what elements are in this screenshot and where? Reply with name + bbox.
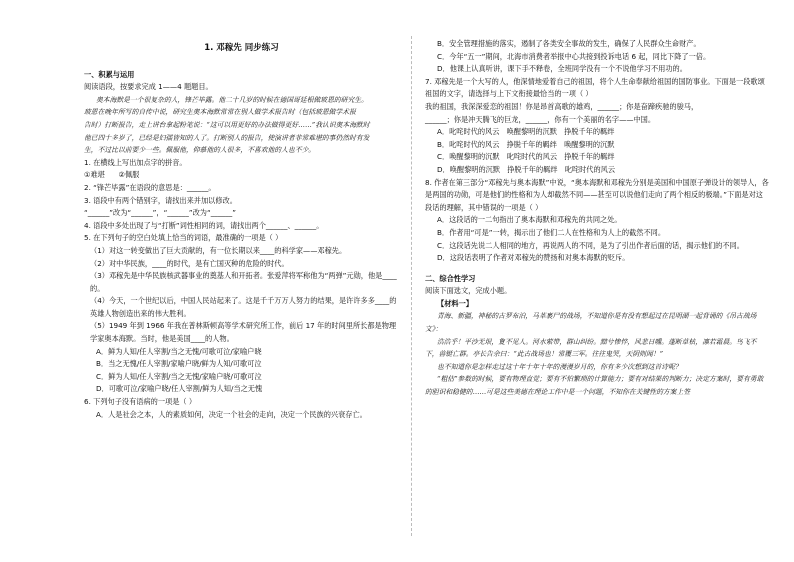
- q5-item: （4）今天，一个世纪以后，中国人民站起来了。这是千千万万人努力的结果，是许许多多____的英雄人物创造出来的伟大胜利。: [90, 296, 397, 318]
- question-3-blank: “______”改为“______”，“______”改为“______”: [84, 208, 236, 218]
- material-paragraph: 浩浩乎！平沙无垠，夐不见人。河水萦带，群山纠纷。黯兮惨悴，风悲日曛。蓬断草枯，凛若霜晨。鸟飞不下，兽铤亡群。亭长告余曰：“此古战场也！常覆三军。往往鬼哭，天阴则闻！”: [425, 337, 757, 359]
- question-6: 6. 下列句子没有语病的一项是（ ）: [84, 397, 197, 407]
- q7-option: D．唤醒黎明的沉默 挣脱千年的羁绊 叱咤时代的风云: [437, 164, 616, 174]
- reading-intro: 阅读语段，按要求完成 1——4 题题目。: [84, 82, 213, 92]
- page-title: 1. 邓稼先 同步练习: [204, 43, 279, 53]
- q8-option: A．这段话的一二句指出了奥本海默和邓稼先的共同之处。: [437, 215, 622, 225]
- question-3: 3. 语段中有两个错别字，请找出来并加以修改。: [84, 195, 237, 205]
- q7-text: 我的祖国，我深深爱恋的祖国！你是昂首高歌的雄鸡，______；你是奋蹄疾驰的骏马，: [425, 101, 699, 111]
- q1-item: ①难堪: [84, 170, 105, 180]
- q6-option: B．安全管理措施的落实，遏制了各类安全事故的发生，确保了人民群众生命财产。: [437, 39, 701, 48]
- q5-option: C．鲜为人知/任人宰割/当之无愧/家喻户晓/可歌可泣: [96, 371, 262, 381]
- passage-line: 告时）打断报告，走上讲台拿起粉笔说：“这可以用更好的办法做得更好……”我认识奥本海默时: [84, 120, 370, 129]
- passage-line: 生，不过比以前要少一些。佩服他，仰慕他的人很多，不喜欢他的人也不少。: [84, 146, 316, 155]
- q5-item: （3）邓稼先是中华民族核武器事业的奠基人和开拓者。张爱萍将军称他为“两弹”元勋，他是____的。: [90, 271, 397, 293]
- reading-passage: [84, 94, 399, 157]
- question-1: 1. 在横线上写出加点字的拼音。: [84, 157, 187, 167]
- q6-option: A．人是社会之本，人的素质如何，决定一个社会的走向，决定一个民族的兴衰存亡。: [96, 409, 367, 419]
- question-2: 2. “锋芒毕露”在语段的意思是：______。: [84, 182, 216, 192]
- q6-option: C．今年“五一”期间，北海市消费者举报中心共接到投诉电话 6 起，同比下降了一倍。: [437, 51, 711, 61]
- passage-line: 奥本海默是一个很复杂的人，锋芒毕露。他二十几岁的时候在德国哥廷根做玻恩的研究生。: [96, 95, 368, 104]
- question-8: 8. 作者在第三部分“邓稼先与奥本海默”中说，“奥本海默和邓稼先分别是美国和中国原子弹设计的领导人，各是两国的功勋，可是他们的性格和为人却截然不同——甚至可以说他们走向了两个相反的极端。”下面是对这段话的理解，其中错误的一项是（ ）: [425, 177, 769, 212]
- material-paragraph: 青海、新疆，神秘的古罗布泊，马革裹尸的战场，不知道你是有没有想起过在昆明湖一起背诵的《吊古战场文》：: [425, 312, 757, 334]
- material-paragraph: “粗估”参数的时候，要有物理直觉；要有不怕繁琐的计算能力；要有对结果的判断力；决定方案时，要有勇敢的胆识和稳健的……可是这些美德在理论工作中是一个问题，不知你在关键性的方案上签: [425, 375, 764, 397]
- column-divider: [411, 36, 412, 536]
- material-label: 【材料一】: [437, 298, 473, 308]
- q8-option: D．这段话表明了作者对邓稼先的赞扬和对奥本海默的贬斥。: [437, 253, 630, 263]
- q5-item: （5）1949 年到 1966 年我在普林斯顿高等学术研究所工作，前后 17 年的时间里所长都是物理学家奥本海默。当时，他是美国____的人物。: [90, 321, 397, 344]
- q5-item: （1）对这一转变做出了巨大贡献的，有一位长期以来____的科学家——邓稼先。: [90, 245, 347, 255]
- reading-intro-2: 阅读下面选文，完成小题。: [425, 286, 512, 296]
- q7-option: A．叱咤时代的风云 唤醒黎明的沉默 挣脱千年的羁绊: [437, 127, 615, 137]
- q8-option: C．这段话先说二人相同的地方，再说两人的不同，是为了引出作者后面的话，揭示他们的不同。: [437, 240, 744, 250]
- q7-text: ______；你是冲天腾飞的巨龙，______，你有一个美丽的名字——中国。: [425, 114, 656, 124]
- question-4: 4. 语段中多处出现了与“打断”词性相同的词，请找出两个______、______。: [84, 220, 324, 230]
- q5-option: B．当之无愧/任人宰割/家喻户晓/鲜为人知/可歌可泣: [96, 359, 262, 369]
- passage-line: 玻恩在晚年所写的自传中说，研究生奥本海默常常在别人做学术报告时（包括玻恩做学术报: [84, 108, 356, 117]
- q7-option: C．唤醒黎明的沉默 叱咤时代的风云 挣脱千年的羁绊: [437, 152, 615, 162]
- right-column: [425, 38, 770, 399]
- q5-option: D．可歌可泣/家喻户晓/任人宰割/鲜为人知/当之无愧: [96, 384, 263, 394]
- question-5: 5. 在下列句子的空白处填上恰当的词语，最准确的一项是（ ）: [84, 233, 283, 243]
- question-1-items: [84, 169, 399, 182]
- material-paragraph: 也不知道你是怎样走过这十年十年十年的漫漫岁月的，你有多少次想到这首诗呢？: [437, 362, 682, 371]
- section-heading-2: 二、综合性学习: [425, 273, 476, 283]
- question-7: 7. 邓稼先是一个大写的人，他深情地爱着自己的祖国，将个人生命奉献给祖国的国防事业。下面是一段歌颂祖国的文字，请选择与上下文衔接最恰当的一项（ ）: [425, 76, 765, 99]
- left-column: [84, 38, 399, 421]
- passage-line: 他已四十多岁了，已经是妇孺皆知的人了。打断别人的报告，使演讲者非常难堪的事仍然时有发: [84, 133, 370, 142]
- q1-item: ②佩服: [118, 170, 140, 180]
- q5-option: A．鲜为人知/任人宰割/当之无愧/可歌可泣/家喻户晓: [96, 346, 262, 356]
- section-heading-1: 一、积累与运用: [84, 69, 135, 79]
- q6-option: D．他课上认真听讲，课下手不释卷，全班同学没有一个不说他学习不用功的。: [437, 64, 687, 74]
- q5-item: （2）对中华民族，____的时代，是有亡国灭种的危险的时代。: [90, 258, 289, 268]
- q7-option: B．叱咤时代的风云 挣脱千年的羁绊 唤醒黎明的沉默: [437, 139, 615, 149]
- q8-option: B．作者用“可是”一转，揭示出了他们二人在性格和为人上的截然不同。: [437, 227, 666, 237]
